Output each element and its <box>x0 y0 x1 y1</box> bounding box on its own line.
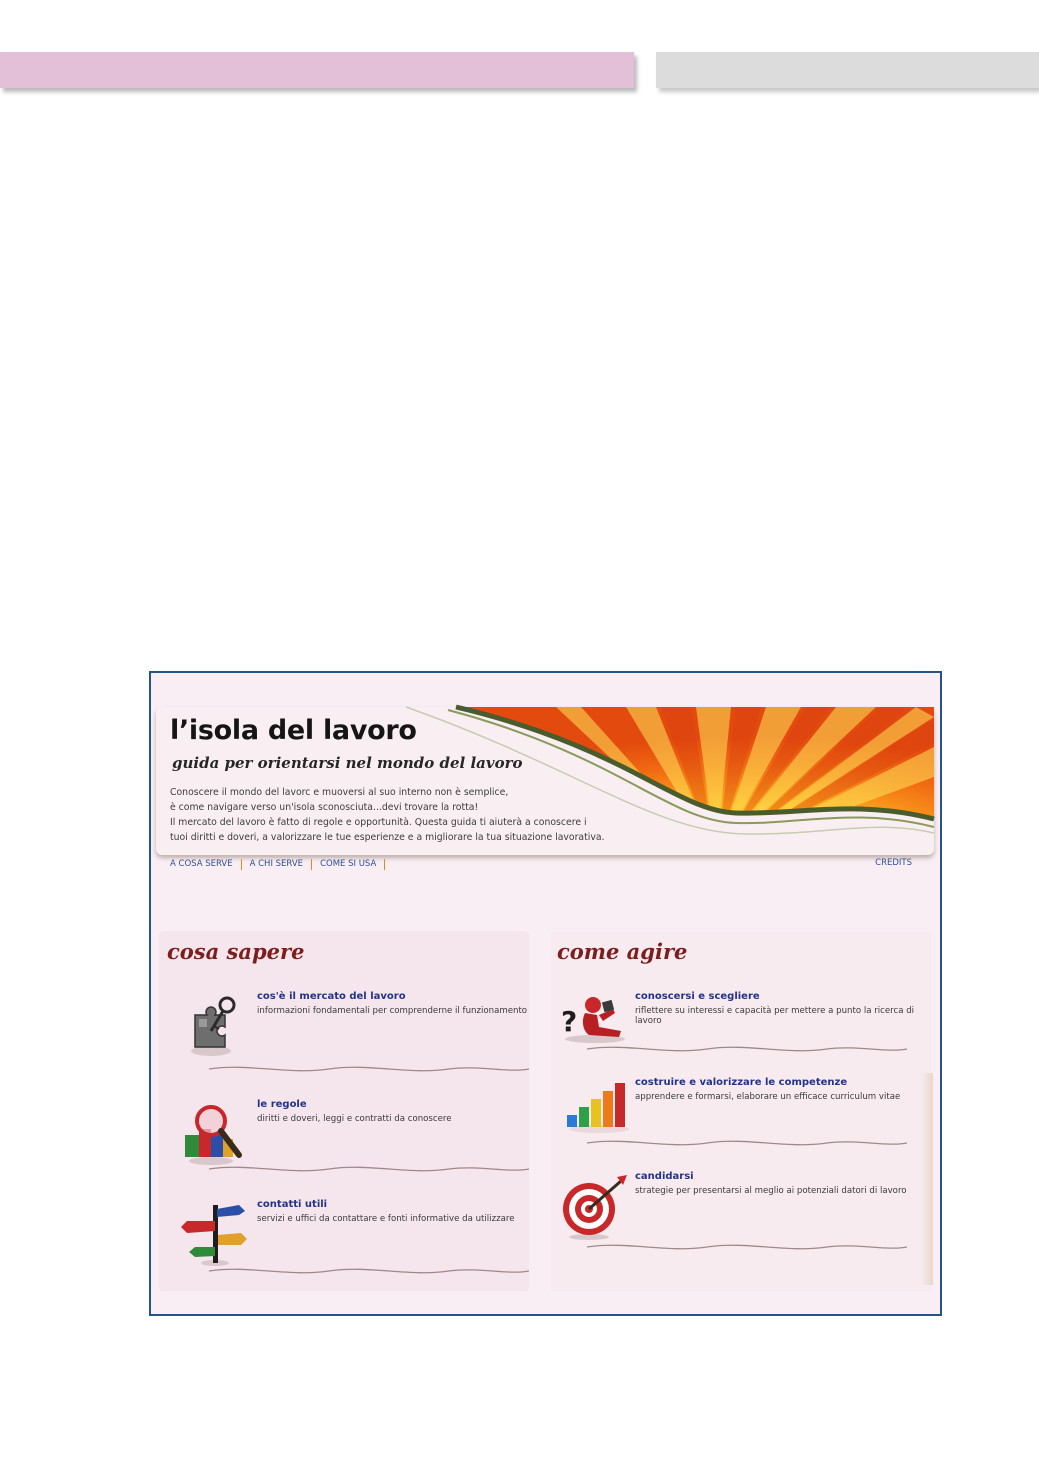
section-title-come-agire: come agire <box>557 939 688 964</box>
item-title-link[interactable]: contatti utili <box>257 1199 328 1210</box>
item-description: apprendere e formarsi, elaborare un efficace curriculum vitae <box>635 1092 901 1102</box>
header-nav <box>170 857 393 871</box>
nav-come-si-usa[interactable]: COME SI USA <box>320 859 377 869</box>
site-subtitle: guida per orientarsi nel mondo del lavoro <box>172 754 523 772</box>
nav-a-chi-serve[interactable]: A CHI SERVE <box>249 859 304 869</box>
puzzle-key-icon <box>181 991 253 1063</box>
site-header <box>156 707 934 869</box>
wave-divider <box>209 1163 529 1175</box>
top-bar-gray <box>656 52 1039 88</box>
svg-text:?: ? <box>561 1005 578 1038</box>
intro-line: Il mercato del lavoro è fatto di regole e opportunità. Questa guida ti aiuterà a conoscere i <box>170 817 587 828</box>
item-title-link[interactable]: candidarsi <box>635 1171 694 1182</box>
list-item-mercato[interactable] <box>181 991 541 1079</box>
intro-line: è come navigare verso un'isola sconosciuta...devi trovare la rotta! <box>170 802 479 813</box>
wave-divider <box>587 1137 907 1149</box>
intro-line: Conoscere il mondo del lavorc e muoversi al suo interno non è semplice, <box>170 787 509 798</box>
list-item-candidarsi[interactable] <box>559 1171 929 1259</box>
site-title: l’isola del lavoro <box>170 715 417 746</box>
signpost-icon <box>181 1199 253 1271</box>
item-title-link[interactable]: cos'è il mercato del lavoro <box>257 991 406 1002</box>
list-item-contatti[interactable] <box>181 1199 541 1287</box>
item-title-link[interactable]: costruire e valorizzare le competenze <box>635 1077 848 1088</box>
list-item-competenze[interactable] <box>559 1077 929 1165</box>
magnifier-books-icon <box>181 1099 253 1171</box>
wave-divider <box>587 1043 907 1055</box>
item-description: informazioni fondamentali per comprenderne il funzionamento <box>257 1006 528 1016</box>
credits-link[interactable]: CREDITS <box>875 858 912 868</box>
item-description: diritti e doveri, leggi e contratti da conoscere <box>257 1114 452 1124</box>
list-item-conoscersi[interactable] <box>559 991 929 1079</box>
top-bar-pink <box>0 52 634 88</box>
nav-a-cosa-serve[interactable]: A COSA SERVE <box>170 859 233 869</box>
wave-divider <box>587 1241 907 1253</box>
item-description: riflettere su interessi e capacità per mettere a punto la ricerca di lavoro <box>635 1006 915 1026</box>
item-title-link[interactable]: conoscersi e scegliere <box>635 991 760 1002</box>
intro-line: tuoi diritti e doveri, a valorizzare le tue esperienze e a migliorare la tua situazione lavorativa. <box>170 832 605 843</box>
wave-divider <box>209 1265 529 1277</box>
nav-separator <box>311 859 312 870</box>
target-icon <box>559 1171 631 1243</box>
wave-divider <box>209 1063 529 1075</box>
screenshot-frame <box>149 671 942 1316</box>
nav-separator <box>384 859 385 870</box>
item-title-link[interactable]: le regole <box>257 1099 307 1110</box>
intro-text <box>170 785 730 845</box>
item-description: servizi e uffici da contattare e fonti informative da utilizzare <box>257 1214 515 1224</box>
list-item-regole[interactable] <box>181 1099 541 1187</box>
section-title-cosa-sapere: cosa sapere <box>167 939 305 964</box>
item-description: strategie per presentarsi al meglio ai potenziali datori di lavoro <box>635 1186 907 1196</box>
nav-separator <box>241 859 242 870</box>
